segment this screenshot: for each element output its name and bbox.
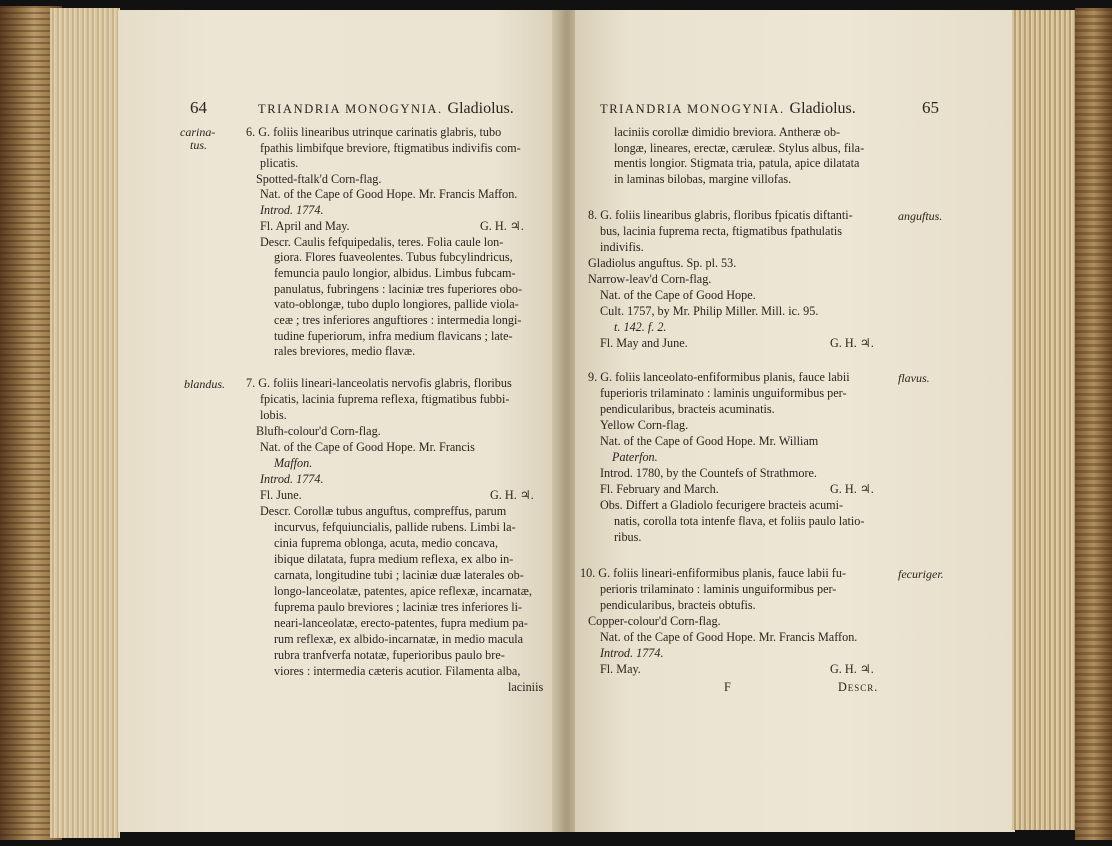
species-6-line: 6. G. foliis linearibus utrinque carinatis glabris, tubo bbox=[246, 125, 502, 139]
species-10-line: 10. G. foliis lineari-enfiformibus planis, fauce labii fu- bbox=[580, 566, 847, 580]
species-8-line: Gladiolus anguftus. Sp. pl. 53. bbox=[588, 256, 737, 270]
species-6-line: Nat. of the Cape of Good Hope. Mr. Francis Maffon. bbox=[260, 187, 518, 201]
left-header-genus: Gladiolus. bbox=[447, 100, 514, 117]
species-7-line: Blufh-colour'd Corn-flag. bbox=[256, 424, 381, 438]
species-7-line: Introd. 1774. bbox=[260, 472, 324, 486]
right-page-edges bbox=[1012, 10, 1080, 830]
left-running-header bbox=[258, 100, 514, 118]
side-label-angustus: anguftus. bbox=[898, 209, 943, 223]
species-7-line: fuprema paulo breviores ; laciniæ tres inferiores li- bbox=[274, 600, 523, 614]
continued-line: laciniis corollæ dimidio breviora. Antheræ ob- bbox=[614, 125, 841, 139]
species-7-line: Nat. of the Cape of Good Hope. Mr. Francis bbox=[260, 440, 475, 454]
species-9-line: ribus. bbox=[614, 530, 642, 544]
species-6-line: femuncia paulo longior, albidus. Limbus fubcam- bbox=[274, 266, 516, 280]
species-6-line: ceæ ; tres inferiores anguftiores : intermedia longi- bbox=[274, 313, 522, 327]
species-10-line: Introd. 1774. bbox=[600, 646, 664, 660]
species-9-line: Nat. of the Cape of Good Hope. Mr. William bbox=[600, 434, 819, 448]
species-6-line: rales breviores, medio flavæ. bbox=[274, 344, 416, 358]
species-6-line: Spotted-ftalk'd Corn-flag. bbox=[256, 172, 382, 186]
species-7-line: neari-lanceolatæ, erecto-patentes, fupra medium pa- bbox=[274, 616, 528, 630]
continued-line: longæ, lineares, erectæ, cæruleæ. Stylus albus, fila- bbox=[614, 141, 865, 155]
species-10-line: Copper-colour'd Corn-flag. bbox=[588, 614, 721, 628]
species-7-line: rum reflexæ, ex albido-incarnatæ, in medio macula bbox=[274, 632, 524, 646]
left-page-edges bbox=[50, 8, 120, 838]
species-8-line: Narrow-leav'd Corn-flag. bbox=[588, 272, 712, 286]
species-7-line: rubra tranfverfa notatæ, fuperioribus paulo bre- bbox=[274, 648, 505, 662]
right-header-genus: Gladiolus. bbox=[789, 100, 856, 117]
side-label-blandus: blandus. bbox=[184, 377, 226, 391]
species-9-line: Yellow Corn-flag. bbox=[600, 418, 689, 432]
right-running-header bbox=[600, 100, 856, 118]
side-label-securiger: fecuriger. bbox=[898, 567, 944, 581]
species-8-line: Cult. 1757, by Mr. Philip Miller. Mill. ic. 95. bbox=[600, 304, 819, 318]
species-6-line: giora. Flores fuaveolentes. Tubus fubcylindricus, bbox=[274, 250, 513, 264]
species-7-habitat: G. H. ♃. bbox=[490, 488, 534, 502]
species-10-line: Fl. May. bbox=[600, 662, 641, 676]
continued-line: in laminas bilobas, margine villofas. bbox=[614, 172, 792, 186]
species-9-line: 9. G. foliis lanceolato-enfiformibus planis, fauce labii bbox=[588, 370, 850, 384]
side-label-carinatus bbox=[180, 126, 215, 152]
left-header-title: TRIANDRIA MONOGYNIA. bbox=[258, 102, 443, 116]
species-7-line: 7. G. foliis lineari-lanceolatis nervofis glabris, floribus bbox=[246, 376, 512, 390]
species-9-line: fuperioris trilaminato : laminis unguiformibus per- bbox=[600, 386, 847, 400]
species-8-line: Fl. May and June. bbox=[600, 336, 688, 350]
species-6-line: fpathis limbifque breviore, ftigmatibus indivifis com- bbox=[260, 141, 521, 155]
species-9-line: Fl. February and March. bbox=[600, 482, 719, 496]
species-6-line: Fl. April and May. bbox=[260, 219, 350, 233]
species-6-line: Introd. 1774. bbox=[260, 203, 324, 217]
right-page-number: 65 bbox=[922, 98, 939, 117]
species-8-line: t. 142. f. 2. bbox=[614, 320, 667, 334]
species-9-line: Obs. Differt a Gladiolo fecurigere bracteis acumi- bbox=[600, 498, 844, 512]
species-9-line: natis, corolla tota intenfe flava, et foliis paulo latio- bbox=[614, 514, 865, 528]
right-binding bbox=[1075, 8, 1112, 840]
species-9-line: Introd. 1780, by the Countefs of Strathmore. bbox=[600, 466, 817, 480]
species-8-line: 8. G. foliis linearibus glabris, floribus fpicatis diftanti- bbox=[588, 208, 853, 222]
species-8-line: bus, lacinia fuprema recta, ftigmatibus fpathulatis bbox=[600, 224, 842, 238]
signature-mark: F bbox=[724, 680, 731, 694]
species-7-line: incurvus, fefquiuncialis, pallide rubens. Limbi la- bbox=[274, 520, 516, 534]
species-8-line: indivifis. bbox=[600, 240, 644, 254]
species-9-line: pendicularibus, bracteis acuminatis. bbox=[600, 402, 775, 416]
species-6-line: panulatus, fubringens : laciniæ tres fuperiores obo- bbox=[274, 282, 523, 296]
side-label-line: carina- bbox=[180, 125, 216, 139]
left-page-number: 64 bbox=[190, 98, 207, 117]
species-6-line: tudine fuperiorum, infra medium flavicans ; late- bbox=[274, 329, 513, 343]
species-10-line: perioris trilaminato : laminis unguiformibus per- bbox=[600, 582, 837, 596]
species-9-habitat: G. H. ♃. bbox=[830, 482, 874, 496]
species-7-line: cinia fuprema oblonga, acuta, medio concava, bbox=[274, 536, 499, 550]
species-8-habitat: G. H. ♃. bbox=[830, 336, 874, 350]
species-6-habitat: G. H. ♃. bbox=[480, 219, 524, 233]
species-7-line: Descr. Corollæ tubus anguftus, compreffus, parum bbox=[260, 504, 507, 518]
side-label-line: tus. bbox=[190, 138, 208, 152]
species-7-line: Maffon. bbox=[274, 456, 313, 470]
species-10-habitat: G. H. ♃. bbox=[830, 662, 874, 676]
species-6-line: Descr. Caulis fefquipedalis, teres. Folia caule lon- bbox=[260, 235, 504, 249]
species-6-line: plicatis. bbox=[260, 156, 299, 170]
species-7-line: carnata, longitudine tubi ; laciniæ duæ laterales ob- bbox=[274, 568, 524, 582]
species-7-line: lobis. bbox=[260, 408, 287, 422]
species-7-line: ibique dilatata, fupra medium reflexa, ex albo in- bbox=[274, 552, 514, 566]
species-10-line: Nat. of the Cape of Good Hope. Mr. Francis Maffon. bbox=[600, 630, 858, 644]
continued-line: mentis longior. Stigmata tria, patula, apice dilatata bbox=[614, 156, 860, 170]
species-7-line: longo-lanceolatæ, patentes, apice reflexæ, incarnatæ, bbox=[274, 584, 532, 598]
species-10-line: pendicularibus, bracteis obtufis. bbox=[600, 598, 756, 612]
species-7-line: Fl. June. bbox=[260, 488, 302, 502]
side-label-flavus: flavus. bbox=[898, 371, 930, 385]
right-header-title: TRIANDRIA MONOGYNIA. bbox=[600, 102, 785, 116]
species-7-line: fpicatis, lacinia fuprema reflexa, ftigmatibus fubbi- bbox=[260, 392, 510, 406]
right-catchword: Descr. bbox=[838, 680, 879, 694]
species-7-line: viores : intermedia cæteris acutior. Filamenta alba, bbox=[274, 664, 521, 678]
species-8-line: Nat. of the Cape of Good Hope. bbox=[600, 288, 756, 302]
species-9-line: Paterfon. bbox=[612, 450, 658, 464]
species-6-line: vato-oblongæ, tubo duplo longiores, pallide viola- bbox=[274, 297, 519, 311]
left-catchword: laciniis bbox=[508, 680, 544, 694]
